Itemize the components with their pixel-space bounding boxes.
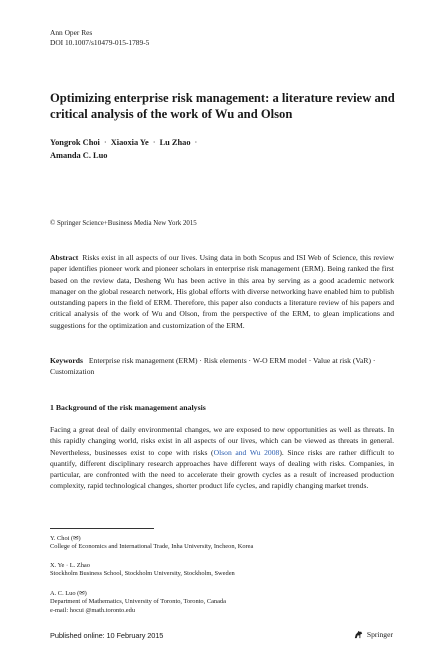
keywords-label: Keywords bbox=[50, 356, 83, 365]
author-name: Lu Zhao bbox=[159, 138, 191, 147]
paragraph-text: ). Since risks are rather difficult to quantify, different disciplinary research approaches have different ways of dealing with risks. Companies, in particular, are confronted with the need to accelerate their growth cycles as a result of increased production complexity, rapid technological changes, shorter product life cycles, and rapidly changing market trends. bbox=[50, 447, 394, 491]
published-date: Published online: 10 February 2015 bbox=[50, 631, 164, 640]
citation-link[interactable]: Olson and Wu 2008 bbox=[213, 447, 280, 457]
publisher-name: Springer bbox=[366, 630, 393, 639]
copyright-notice: © Springer Science+Business Media New York 2015 bbox=[50, 220, 197, 227]
author-separator: · bbox=[152, 138, 156, 147]
affiliation bbox=[50, 535, 253, 552]
affiliation-names: X. Ye · L. Zhao bbox=[50, 562, 90, 569]
section-heading: 1 Background of the risk management analysis bbox=[50, 403, 206, 412]
footnote-divider bbox=[50, 528, 154, 529]
body-paragraph bbox=[50, 424, 394, 492]
journal-header bbox=[50, 28, 149, 47]
author-list bbox=[50, 137, 380, 162]
affiliation bbox=[50, 562, 235, 579]
article-title: Optimizing enterprise risk management: a literature review and critical analysis of the work of Wu and Olson bbox=[50, 91, 395, 121]
affiliation bbox=[50, 590, 226, 615]
abstract-label: Abstract bbox=[50, 253, 79, 262]
affiliation-address: Department of Mathematics, University of Toronto, Toronto, Canada bbox=[50, 598, 226, 606]
author-name: Amanda C. Luo bbox=[50, 150, 108, 160]
affiliation-address: College of Economics and International Trade, Inha University, Incheon, Korea bbox=[50, 543, 254, 551]
journal-name: Ann Oper Res bbox=[50, 28, 93, 37]
doi: DOI 10.1007/s10479-015-1789-5 bbox=[50, 37, 150, 47]
keywords-text: Enterprise risk management (ERM) · Risk elements · W-O ERM model · Value at risk (VaR) · Customization bbox=[50, 356, 376, 377]
affiliation-address: Stockholm Business School, Stockholm University, Stockholm, Sweden bbox=[50, 570, 235, 578]
affiliation-names: A. C. Luo (✉) bbox=[50, 590, 87, 597]
author-separator: · bbox=[194, 138, 198, 147]
springer-horse-icon bbox=[353, 629, 364, 640]
abstract bbox=[50, 252, 394, 331]
springer-logo bbox=[353, 629, 393, 640]
author-name: Xiaoxia Ye bbox=[110, 138, 149, 147]
affiliation-email: e-mail: hocui @math.toronto.edu bbox=[50, 606, 136, 614]
paragraph-text: Facing a great deal of daily environmental changes, we are exposed to new opportunities as well as threats. In this rapidly changing world, risks exist in all aspects of our lives, which can be viewed as threats in general. Nevertheless, businesses exist to cope with risks ( bbox=[50, 425, 394, 457]
affiliation-names: Y. Choi (✉) bbox=[50, 535, 81, 542]
abstract-text: Risks exist in all aspects of our lives. Using data in both Scopus and ISI Web of Science, this review paper identifies pioneer work and pioneer scholars in enterprise risk management (ERM). Being ranked the first based on the review data, Desheng Wu has been active in this area by serving as a good academic network manager on the global research network, His global efforts with diverse networking have enabled him to publish outstanding papers in the field of ERM. Therefore, this paper also conducts a literature review of his papers and critical analysis of the work of Wu and Olson, from the perspective of the ERM, to glean implications and suggestions for the optimization and customization of the ERM. bbox=[50, 253, 394, 330]
author-separator: · bbox=[103, 138, 107, 147]
keywords bbox=[50, 355, 394, 378]
author-name: Yongrok Choi bbox=[50, 138, 100, 147]
